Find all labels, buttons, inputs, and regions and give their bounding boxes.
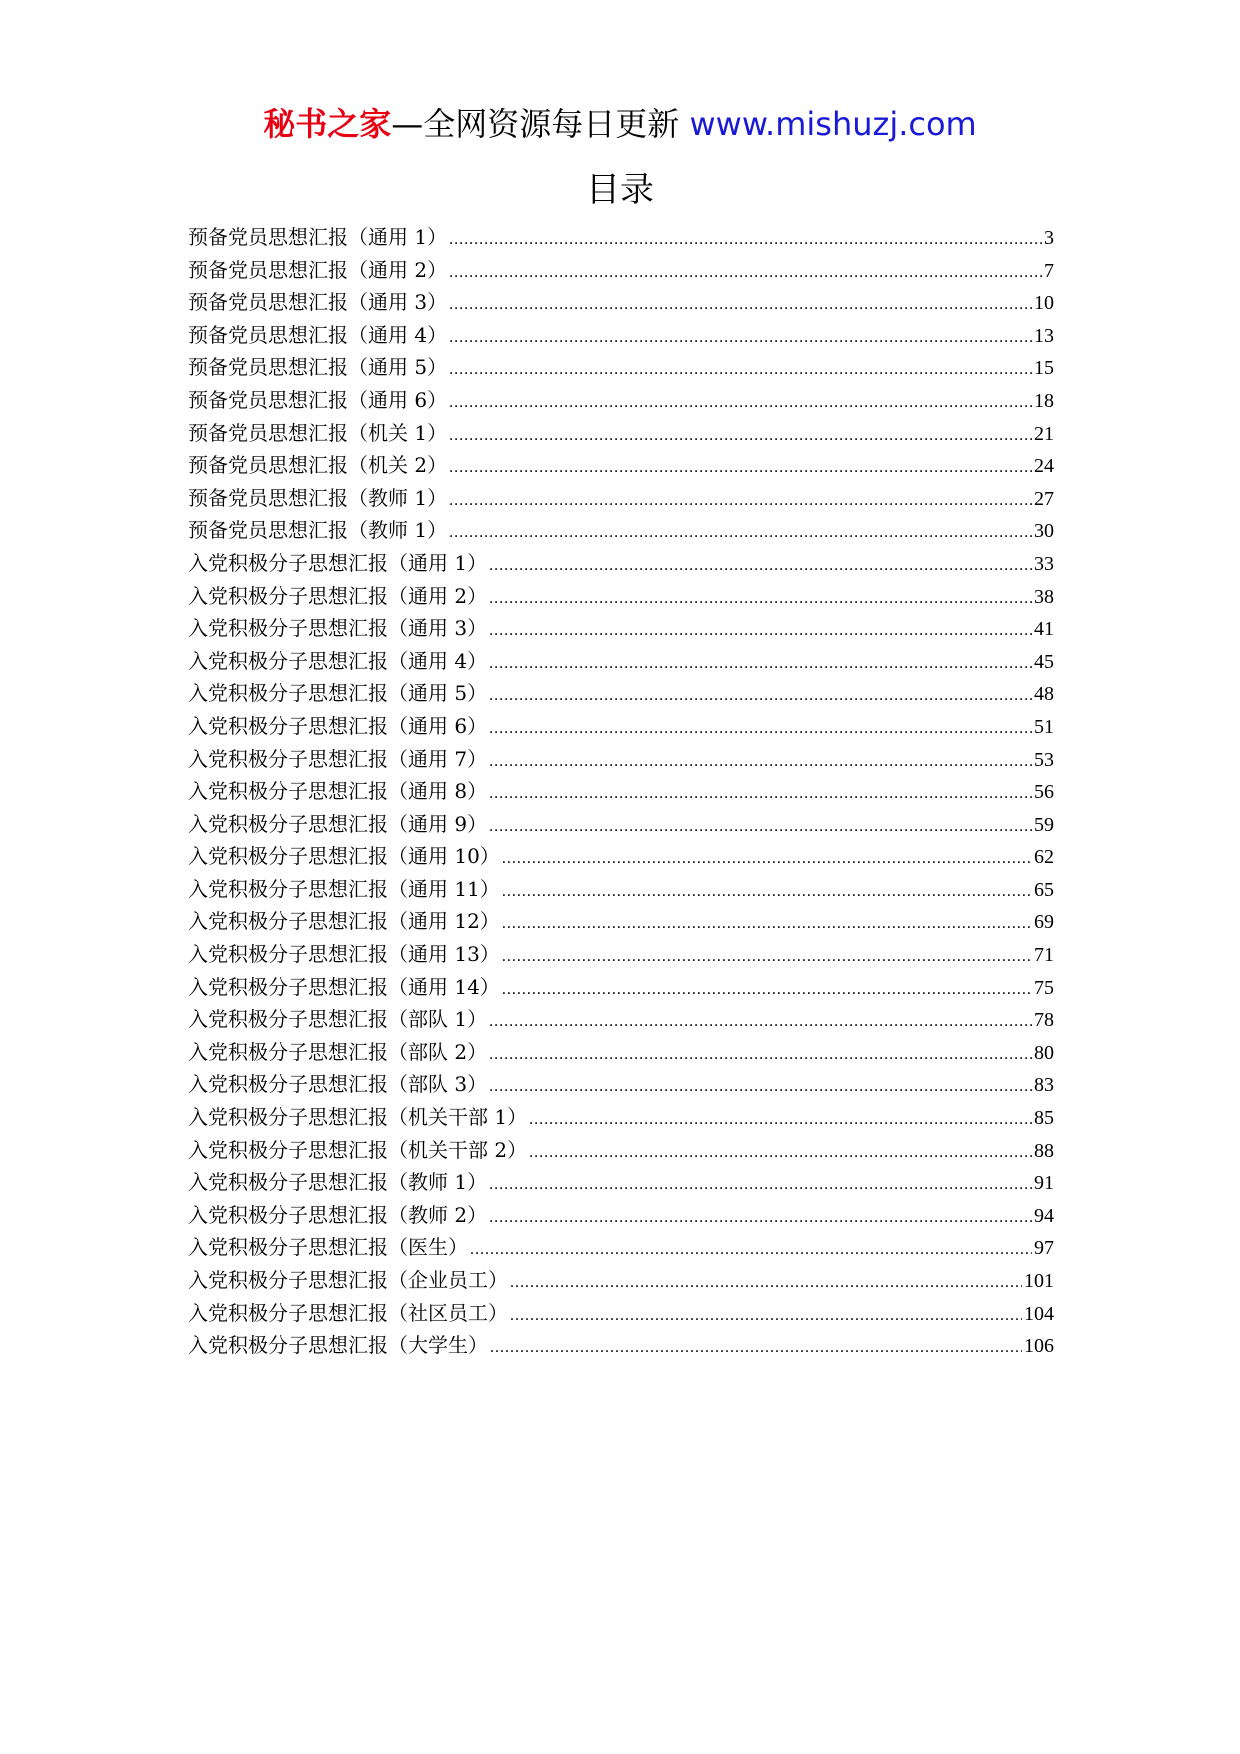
toc-entry-label: 入党积极分子思想汇报（通用 7） — [188, 746, 488, 771]
toc-entry-label: 入党积极分子思想汇报（通用 10） — [188, 844, 500, 869]
toc-entry-label: 预备党员思想汇报（通用 6） — [188, 387, 448, 412]
toc-entry-page-number: 59 — [1034, 813, 1054, 836]
toc-entry[interactable] — [188, 612, 1054, 645]
toc-entry-label: 入党积极分子思想汇报（通用 6） — [188, 713, 488, 738]
toc-entry[interactable] — [188, 1231, 1054, 1264]
toc-entry-page-number: 27 — [1034, 487, 1054, 510]
toc-entry[interactable] — [188, 482, 1054, 515]
dot-leader — [490, 1332, 1022, 1364]
toc-entry-label: 入党积极分子思想汇报（教师 2） — [188, 1202, 488, 1227]
dot-leader — [529, 1104, 1032, 1136]
toc-entry-label: 入党积极分子思想汇报（通用 9） — [188, 811, 488, 836]
toc-entry[interactable] — [188, 1101, 1054, 1134]
toc-entry[interactable] — [188, 1297, 1054, 1330]
toc-entry-label: 入党积极分子思想汇报（通用 4） — [188, 648, 488, 673]
toc-entry-label: 入党积极分子思想汇报（通用 8） — [188, 779, 488, 804]
toc-entry-page-number: 53 — [1034, 748, 1054, 771]
toc-entry[interactable] — [188, 417, 1054, 450]
dot-leader — [449, 354, 1032, 386]
toc-entry-page-number: 101 — [1024, 1270, 1054, 1292]
toc-entry-label: 入党积极分子思想汇报（医生） — [188, 1235, 468, 1260]
toc-entry-page-number: 88 — [1034, 1139, 1054, 1162]
toc-entry[interactable] — [188, 971, 1054, 1004]
toc-entry-label: 入党积极分子思想汇报（部队 1） — [188, 1007, 488, 1032]
toc-entry[interactable] — [188, 351, 1054, 384]
toc-entry-label: 预备党员思想汇报（通用 3） — [188, 290, 448, 315]
toc-entry[interactable] — [188, 1003, 1054, 1036]
toc-entry[interactable] — [188, 1036, 1054, 1069]
toc-entry[interactable] — [188, 580, 1054, 613]
toc-entry-page-number: 33 — [1034, 552, 1054, 575]
toc-entry[interactable] — [188, 1166, 1054, 1199]
toc-title: 目录 — [586, 170, 654, 210]
toc-entry-label: 预备党员思想汇报（通用 5） — [188, 355, 448, 380]
toc-entry-label: 预备党员思想汇报（通用 2） — [188, 257, 448, 282]
toc-entry[interactable] — [188, 319, 1054, 352]
toc-entry[interactable] — [188, 449, 1054, 482]
toc-entry[interactable] — [188, 873, 1054, 906]
toc-entry[interactable] — [188, 1068, 1054, 1101]
toc-entry-page-number: 78 — [1034, 1009, 1054, 1032]
toc-entry-page-number: 97 — [1034, 1237, 1054, 1260]
site-url-link[interactable]: www.mishuzj.com — [689, 105, 977, 143]
toc-entry-label: 入党积极分子思想汇报（部队 2） — [188, 1039, 488, 1064]
toc-entry-label: 入党积极分子思想汇报（通用 2） — [188, 583, 488, 608]
dot-leader — [470, 1234, 1032, 1266]
toc-entry-page-number: 83 — [1034, 1074, 1054, 1097]
dot-leader — [449, 257, 1042, 289]
toc-entry[interactable] — [188, 808, 1054, 841]
dot-leader — [489, 778, 1032, 810]
toc-entry-page-number: 91 — [1034, 1172, 1054, 1195]
toc-entry-label: 预备党员思想汇报（机关 2） — [188, 453, 448, 478]
toc-entry-page-number: 85 — [1034, 1107, 1054, 1130]
toc-entry[interactable] — [188, 1134, 1054, 1167]
dot-leader — [489, 746, 1032, 778]
toc-entry-label: 入党积极分子思想汇报（大学生） — [188, 1333, 488, 1358]
toc-entry[interactable] — [188, 254, 1054, 287]
dot-leader — [489, 550, 1032, 582]
toc-entry[interactable] — [188, 514, 1054, 547]
toc-entry[interactable] — [188, 905, 1054, 938]
dot-leader — [489, 648, 1032, 680]
dot-leader — [449, 485, 1032, 517]
toc-entry-page-number: 94 — [1034, 1204, 1054, 1227]
toc-entry-page-number: 56 — [1034, 781, 1054, 804]
toc-entry-page-number: 104 — [1024, 1302, 1054, 1325]
toc-entry-page-number: 30 — [1034, 520, 1054, 543]
toc-entry-page-number: 18 — [1034, 389, 1054, 412]
dot-leader — [489, 1169, 1032, 1201]
dot-leader — [489, 1202, 1032, 1234]
toc-entry-label: 入党积极分子思想汇报（部队 3） — [188, 1072, 488, 1097]
toc-entry-page-number: 62 — [1034, 846, 1054, 869]
toc-entry-label: 预备党员思想汇报（通用 4） — [188, 322, 448, 347]
toc-entry[interactable] — [188, 384, 1054, 417]
toc-entry-label: 入党积极分子思想汇报（通用 14） — [188, 974, 500, 999]
dot-leader — [449, 224, 1042, 256]
toc-entry-label: 入党积极分子思想汇报（机关干部 1） — [188, 1105, 528, 1130]
toc-entry-label: 入党积极分子思想汇报（通用 13） — [188, 942, 500, 967]
dot-leader — [449, 517, 1032, 549]
dot-leader — [489, 615, 1032, 647]
dot-leader — [510, 1267, 1022, 1299]
toc-entry[interactable] — [188, 710, 1054, 743]
toc-entry[interactable] — [188, 286, 1054, 319]
dot-leader — [489, 1006, 1032, 1038]
toc-entry-page-number: 51 — [1034, 715, 1054, 738]
toc-entry-page-number: 69 — [1034, 911, 1054, 934]
toc-entry-page-number: 21 — [1034, 422, 1054, 445]
dot-leader — [489, 680, 1032, 712]
dot-leader — [449, 452, 1032, 484]
toc-entry[interactable] — [188, 743, 1054, 776]
header-tagline: —全网资源每日更新 — [391, 105, 680, 143]
toc-entry-label: 入党积极分子思想汇报（通用 5） — [188, 681, 488, 706]
toc-entry-page-number: 80 — [1034, 1041, 1054, 1064]
dot-leader — [489, 811, 1032, 843]
toc-entry-page-number: 15 — [1034, 357, 1054, 380]
toc-entry[interactable] — [188, 221, 1054, 254]
dot-leader — [510, 1300, 1022, 1332]
toc-entry-page-number: 38 — [1034, 585, 1054, 608]
toc-entry-page-number: 48 — [1034, 683, 1054, 706]
toc-entry-page-number: 10 — [1034, 292, 1054, 315]
toc-entry-page-number: 24 — [1034, 455, 1054, 478]
dot-leader — [449, 387, 1032, 419]
dot-leader — [489, 1039, 1032, 1071]
toc-entry-label: 入党积极分子思想汇报（通用 12） — [188, 909, 500, 934]
toc-entry-label: 入党积极分子思想汇报（机关干部 2） — [188, 1137, 528, 1162]
toc-entry-label: 入党积极分子思想汇报（教师 1） — [188, 1170, 488, 1195]
toc-entry-label: 预备党员思想汇报（教师 1） — [188, 485, 448, 510]
dot-leader — [502, 974, 1032, 1006]
site-header — [0, 100, 1240, 148]
toc-entry[interactable] — [188, 645, 1054, 678]
toc-entry-label: 预备党员思想汇报（教师 1） — [188, 518, 448, 543]
toc-entry-label: 入党积极分子思想汇报（通用 11） — [188, 876, 500, 901]
toc-entry[interactable] — [188, 775, 1054, 808]
toc-entry-label: 预备党员思想汇报（通用 1） — [188, 225, 448, 249]
dot-leader — [449, 420, 1032, 452]
toc-entry-label: 预备党员思想汇报（机关 1） — [188, 420, 448, 445]
dot-leader — [489, 1071, 1032, 1103]
toc-entry-page-number: 13 — [1034, 324, 1054, 347]
dot-leader — [449, 289, 1032, 321]
dot-leader — [502, 876, 1032, 908]
toc-entry[interactable] — [188, 840, 1054, 873]
dot-leader — [502, 941, 1032, 973]
toc-entry[interactable] — [188, 1199, 1054, 1232]
toc-entry-label: 入党积极分子思想汇报（企业员工） — [188, 1268, 508, 1292]
toc-entry-page-number: 106 — [1024, 1335, 1054, 1358]
dot-leader — [502, 908, 1032, 940]
toc-entry[interactable] — [188, 547, 1054, 580]
toc-entry-page-number: 71 — [1034, 944, 1054, 967]
toc-entry-label: 入党积极分子思想汇报（社区员工） — [188, 1300, 508, 1325]
toc-entry-label: 入党积极分子思想汇报（通用 3） — [188, 616, 488, 641]
toc-entry[interactable] — [188, 938, 1054, 971]
toc-entry-page-number: 75 — [1034, 976, 1054, 999]
toc-entry-page-number: 65 — [1034, 878, 1054, 901]
toc-entry[interactable] — [188, 1264, 1054, 1297]
toc-entry-page-number: 7 — [1044, 259, 1054, 282]
toc-entry-label: 入党积极分子思想汇报（通用 1） — [188, 550, 488, 575]
toc-entry-page-number: 45 — [1034, 650, 1054, 673]
dot-leader — [489, 583, 1032, 615]
brand-name: 秘书之家 — [263, 105, 392, 143]
dot-leader — [489, 713, 1032, 745]
toc-entry-page-number: 3 — [1044, 227, 1054, 249]
dot-leader — [449, 322, 1032, 354]
table-of-contents — [188, 221, 1054, 1362]
dot-leader — [502, 843, 1032, 875]
toc-entry-page-number: 41 — [1034, 618, 1054, 641]
dot-leader — [529, 1137, 1032, 1169]
toc-entry[interactable] — [188, 1329, 1054, 1362]
toc-entry[interactable] — [188, 677, 1054, 710]
